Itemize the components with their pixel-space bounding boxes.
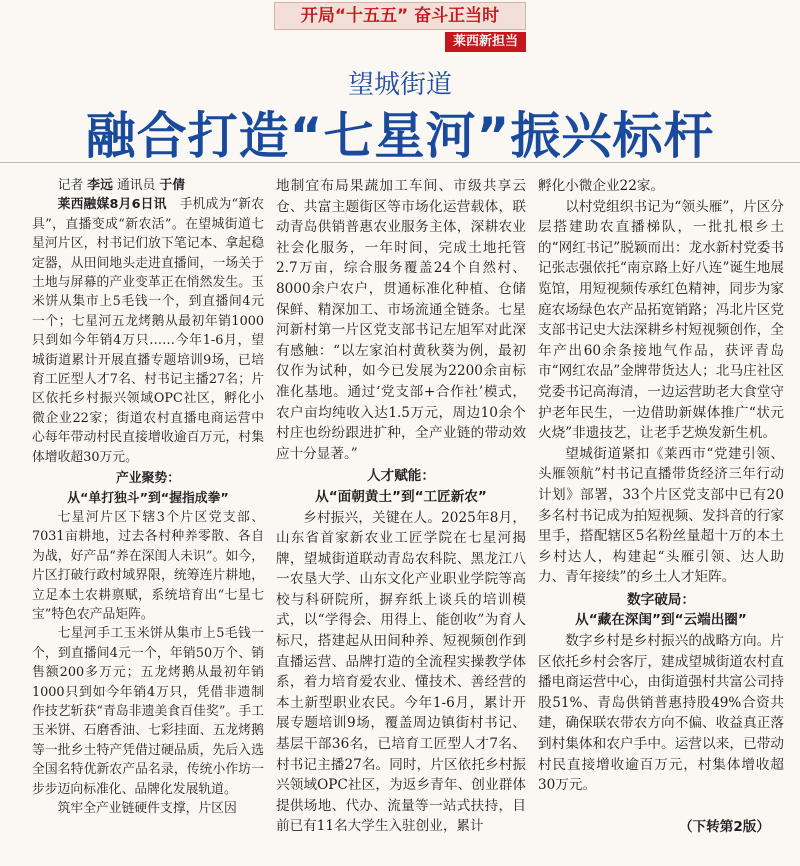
continued-note: （下转第2版） [678,819,770,835]
article-column-3 [538,176,784,796]
article-column-1 [32,176,264,818]
section-2-title: 从“面朝黄土”到“工匠新农” [315,488,487,505]
section-1-label: 产业聚势： [116,471,180,487]
paragraph: 乡村振兴，关键在人。2025年8月，山东省首家新农业工匠学院在七星河揭牌，望城街道联动青岛农科院、黑龙江八一农垦大学、山东文化产业职业学院等高校与科研院所，摒弃纸上谈兵的培训模式，以“学得会、用得上、能创收”为育人标尺，搭建起从田间种养、短视频创作到直播运营、品牌打造的全流程实操教学体系，着力培育爱农业、懂技术、善经营的本土新型职业农民。今年1-6月，累计开展专题培训9场，覆盖周边镇街村书记、基层干部36名，已培育工匠型人才7名、村书记主播27名。同时，片区依托乡村振兴领域OPC社区，为返乡青年、创业群体提供场地、代办、流量等一站式扶持，目前已有11名大学生入驻创业，累计 [276,509,526,835]
byline-reporter-label: 记者 [57,178,84,193]
paragraph-text: 手机成为“新农具”，直播变成“新农活”。在望城街道七星河片区，村书记们放下笔记本、拿起稳定器，从田间地头走进直播间，一场关于土地与屏幕的产业变革正在悄然发生。玉米饼从集市上5毛钱一个，到直播间4元一个；七星河五龙烤鹅从最初年销1000只到如今年销4万只……今年1-6月，望城街道累计开展直播专题培训9场，已培育工匠型人才7名、村书记主播27名；片区依托乡村振兴领域OPC社区，孵化小微企业22家；街道农村直播电商运营中心每年带动村民直接增收逾百万元，村集体增收超30万元。 [32,197,264,465]
section-3-label: 数字破局： [627,591,695,608]
paragraph-lead [32,195,264,467]
paragraph: 筑牢全产业链硬件支撑，片区因 [57,801,237,816]
paragraph: 七星河手工玉米饼从集市上5毛钱一个，到直播间4元一个，年销50万个、销售额200多万元；五龙烤鹅从最初年销1000只到如今年销4万只，凭借非遗制作技艺斩获“青岛非遗美食百佳奖”。手工玉米饼、石磨香油、七彩挂面、五龙烤鹅等一批乡土特产凭借过硬品质，先后入选全国名特优新农产品名录，传统小作坊一步步迈向标准化、品牌化发展轨道。 [32,626,264,797]
section-3-title: 从“藏在深闺”到“云端出圈” [575,612,747,629]
article-column-2 [276,176,526,837]
byline-correspondent-label: 通讯员 [116,178,156,193]
paragraph: 七星河片区下辖3个片区党支部、7031亩耕地，过去各村种养零散、各自为战，好产品“养在深闺人未识”。如今，片区打破行政村域界限，统筹连片耕地，立足本土农耕禀赋，系统培育出“七星七宝”特色农产品矩阵。 [32,509,264,622]
section-2-label: 人才赋能： [367,468,435,485]
paragraph: 以村党组织书记为“领头雁”，片区分层搭建助农直播梯队，一批扎根乡土的“网红书记”脱颖而出：龙水新村党委书记张志强依托“南京路上好八连”诞生地展览馆，用短视频传承红色精神，同步为家庭农场绿色农产品拓宽销路；冯北片区党支部书记史大法深耕乡村短视频创作，全年产出60余条接地气作品，获评青岛市“网红农品”金牌带货达人；北马庄社区党委书记高海清，一边运营助老大食堂守护老年民生，一边借助新媒体推广“状元火烧”非遗技艺，让老手艺焕发新生机。 [538,198,784,442]
section-1-title: 从“单打独斗”到“握指成拳” [67,490,229,506]
article-headline: 融合打造“七星河”振兴标杆 [85,107,715,165]
section-banner [274,2,526,52]
paragraph: 地制宜布局果蔬加工车间、市级共享云仓、共富主题街区等市场化运营载体，联动青岛供销普惠农业服务主体，深耕农业社会化服务，一年时间，完成土地托管2.7万亩，综合服务覆盖24个自然村、8000余户农户，贯通标准化种植、仓储保鲜、精深加工、市场流通全链条。七星河新村第一片区党支部书记左旭军对此深有感触：“以左家泊村黄秋葵为例，最初仅作为试种，如今已发展为2200余亩标准化基地。通过‘党支部+合作社’模式，农户亩均纯收入达1.5万元，周边10余个村庄也纷纷跟进扩种，全产业链的带动效应十分显著。” [276,178,526,462]
banner-title: 开局“十五五” 奋斗正当时 [274,2,526,30]
byline [32,176,264,195]
banner-tag: 莱西新担当 [445,32,526,52]
headline-divider [0,162,800,163]
paragraph: 孵化小微企业22家。 [538,178,665,194]
paragraph: 数字乡村是乡村振兴的战略方向。片区依托乡村会客厅，建成望城街道农村直播电商运营中心，由街道强村共富公司持股51%、青岛供销普惠持股49%合资共建，确保联农带农方向不偏、收益真正落到村集体和农户手中。运营以来，已带动村民直接增收逾百万元，村集体增收超30万元。 [538,633,784,794]
dateline: 莱西融媒8月6日讯 [57,197,167,213]
byline-correspondent: 于倩 [159,178,185,193]
paragraph: 望城街道紧扣《莱西市“党建引领、头雁领航”村书记直播带货经济三年行动计划》部署，33个片区党支部中已有20多名村书记成为拍短视频、发抖音的行家里手，搭配辖区5名粉丝量超十万的本土乡村达人，构建起“头雁引领、达人助力、青年接续”的乡土人才矩阵。 [538,445,784,586]
article-subtitle: 望城街道 [347,70,452,100]
byline-reporter: 李远 [87,178,113,193]
